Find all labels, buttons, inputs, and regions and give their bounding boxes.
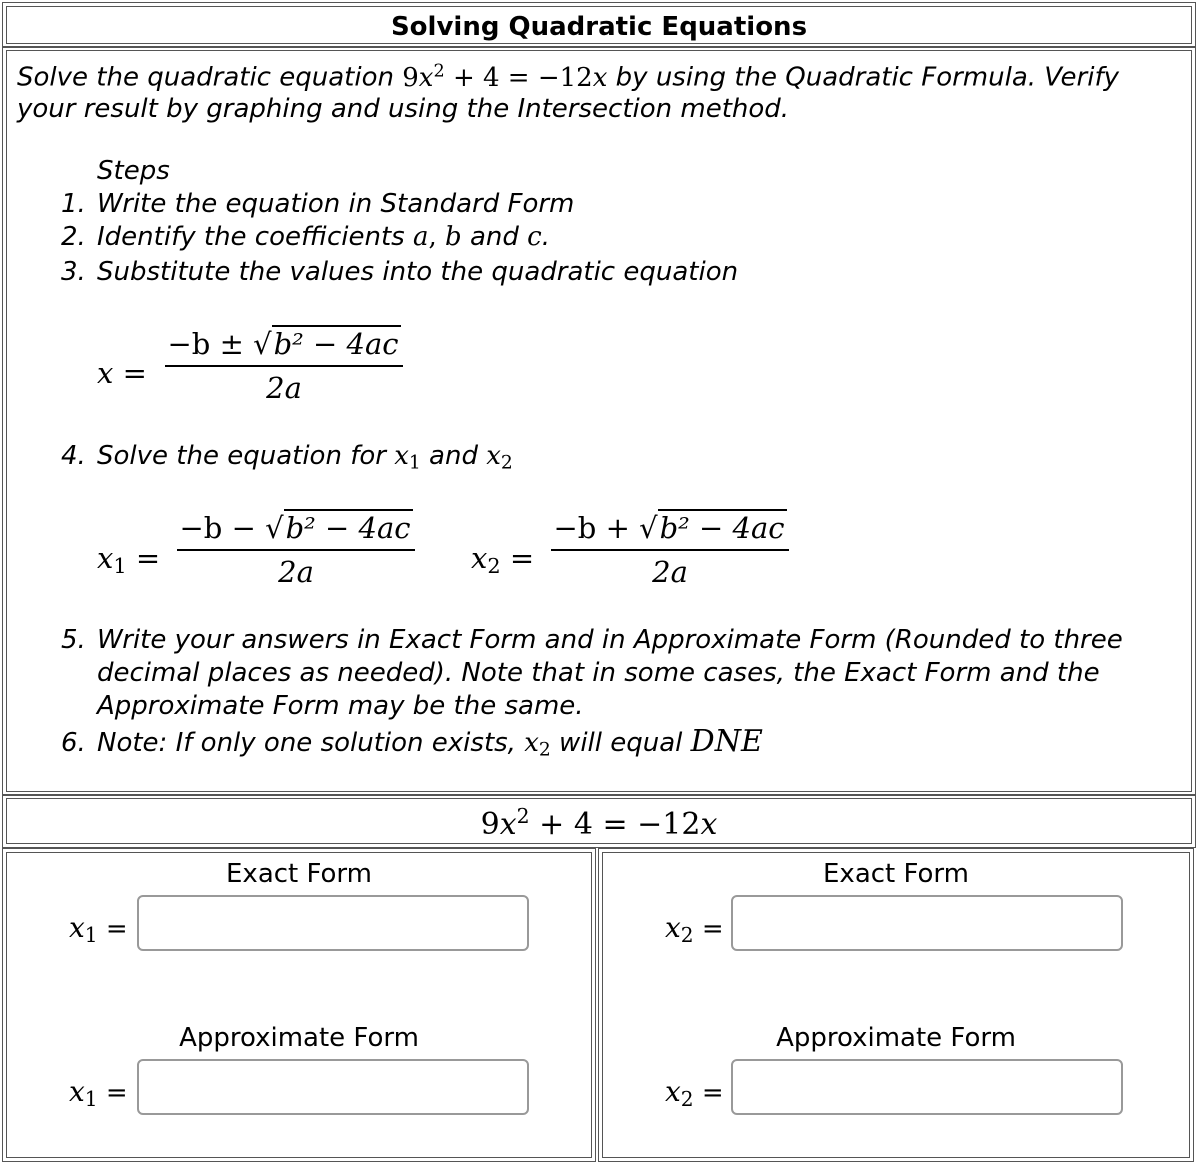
x2-formula-label: $x_2$ =	[471, 541, 535, 579]
equation-bar	[6, 798, 1192, 844]
step-2: 2. Identify the coefficients a, b and c.	[61, 222, 550, 252]
x1-exact-input[interactable]	[137, 895, 529, 951]
x2-approx-label: $x_2$ =	[665, 1075, 724, 1112]
x1-formula-label: $x_1$ =	[97, 541, 161, 579]
step-5: 5. Write your answers in Exact Form and in Approximate Form (Rounded to three	[61, 625, 1123, 655]
x2-approx-header: Approximate Form	[776, 1023, 1016, 1053]
step-6: 6. Note: If only one solution exists, $x_2$ will equal DNE	[61, 724, 763, 761]
x2-exact-input[interactable]	[731, 895, 1123, 951]
step-5-line-3: Approximate Form may be the same.	[97, 691, 584, 721]
steps-heading: Steps	[97, 156, 170, 186]
step-5-line-2: decimal places as needed). Note that in some cases, the Exact Form and the	[97, 658, 1100, 688]
x1-formula: −b − √b² − 4ac 2a	[177, 511, 415, 589]
problem-panel	[6, 50, 1192, 792]
equation-display: $9x^2 + 4 = -12x$	[480, 804, 718, 843]
x2-exact-label: $x_2$ =	[665, 911, 724, 948]
x1-exact-label: $x_1$ =	[69, 911, 128, 948]
x2-answer-panel	[602, 852, 1190, 1158]
x1-exact-header: Exact Form	[226, 859, 372, 889]
title-bar	[6, 6, 1192, 44]
x2-exact-header: Exact Form	[823, 859, 969, 889]
x1-answer-panel	[6, 852, 592, 1158]
problem-line-1: Solve the quadratic equation $9x^2 + 4 = -12x$ by using the Quadratic Formula. Verify	[17, 61, 1119, 93]
step-4: 4. Solve the equation for $x_1$ and $x_2$	[61, 441, 513, 474]
formula-x-label: x =	[97, 356, 147, 390]
x1-approx-header: Approximate Form	[179, 1023, 419, 1053]
quadratic-formula: −b ± √b² − 4ac 2a	[165, 327, 403, 405]
page-title: Solving Quadratic Equations	[390, 12, 808, 42]
step-1: 1. Write the equation in Standard Form	[61, 189, 575, 219]
step-3: 3. Substitute the values into the quadratic equation	[61, 257, 739, 287]
problem-equation: $9x^2 + 4 = -12x$	[402, 61, 608, 93]
x1-approx-input[interactable]	[137, 1059, 529, 1115]
x2-formula: −b + √b² − 4ac 2a	[551, 511, 789, 589]
x2-approx-input[interactable]	[731, 1059, 1123, 1115]
x1-approx-label: $x_1$ =	[69, 1075, 128, 1112]
problem-line-2: your result by graphing and using the Intersection method.	[17, 94, 790, 124]
